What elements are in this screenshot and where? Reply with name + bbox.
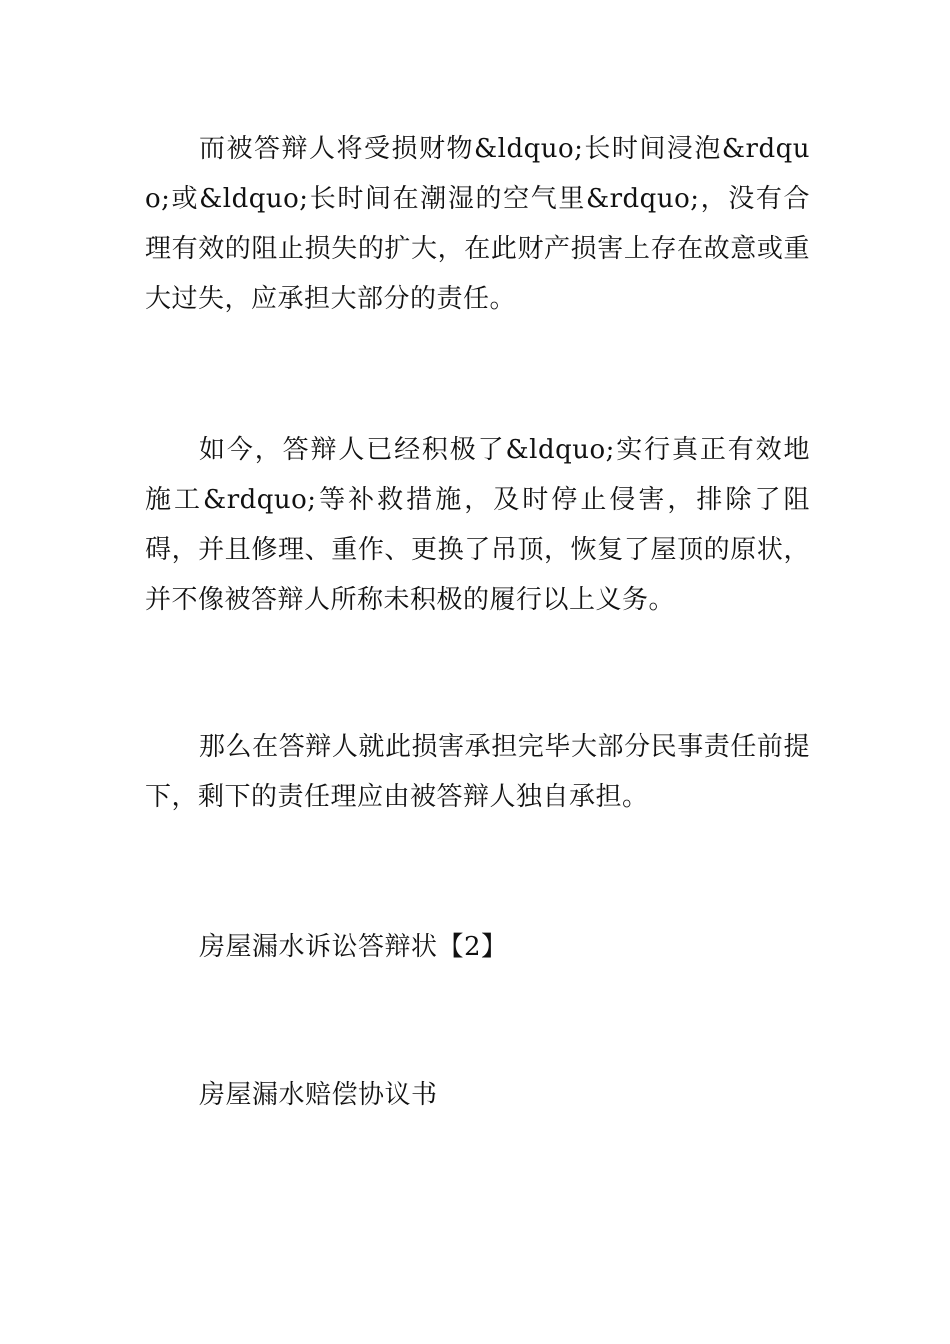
section-heading-compensation-agreement: 房屋漏水赔偿协议书 <box>199 1080 438 1110</box>
section-heading-defense-statement: 房屋漏水诉讼答辩状【2】 <box>199 932 508 962</box>
paragraph-remaining-liability: 那么在答辩人就此损害承担完毕大部分民事责任前提下，剩下的责任理应由被答辩人独自承担。 <box>145 732 810 812</box>
paragraph-remedies: 如今，答辩人已经积极了&ldquo;实行真正有效地施工&rdquo;等补救措施，及时停止侵害，排除了阻碍，并且修理、重作、更换了吊顶，恢复了屋顶的原状，并不像被答辩人所称未积极的履行以上义务。 <box>145 435 810 615</box>
paragraph-liability: 而被答辩人将受损财物&ldquo;长时间浸泡&rdquo;或&ldquo;长时间在潮湿的空气里&rdquo;，没有合理有效的阻止损失的扩大，在此财产损害上存在故意或重大过失，应承担大部分的责任。 <box>145 134 810 314</box>
